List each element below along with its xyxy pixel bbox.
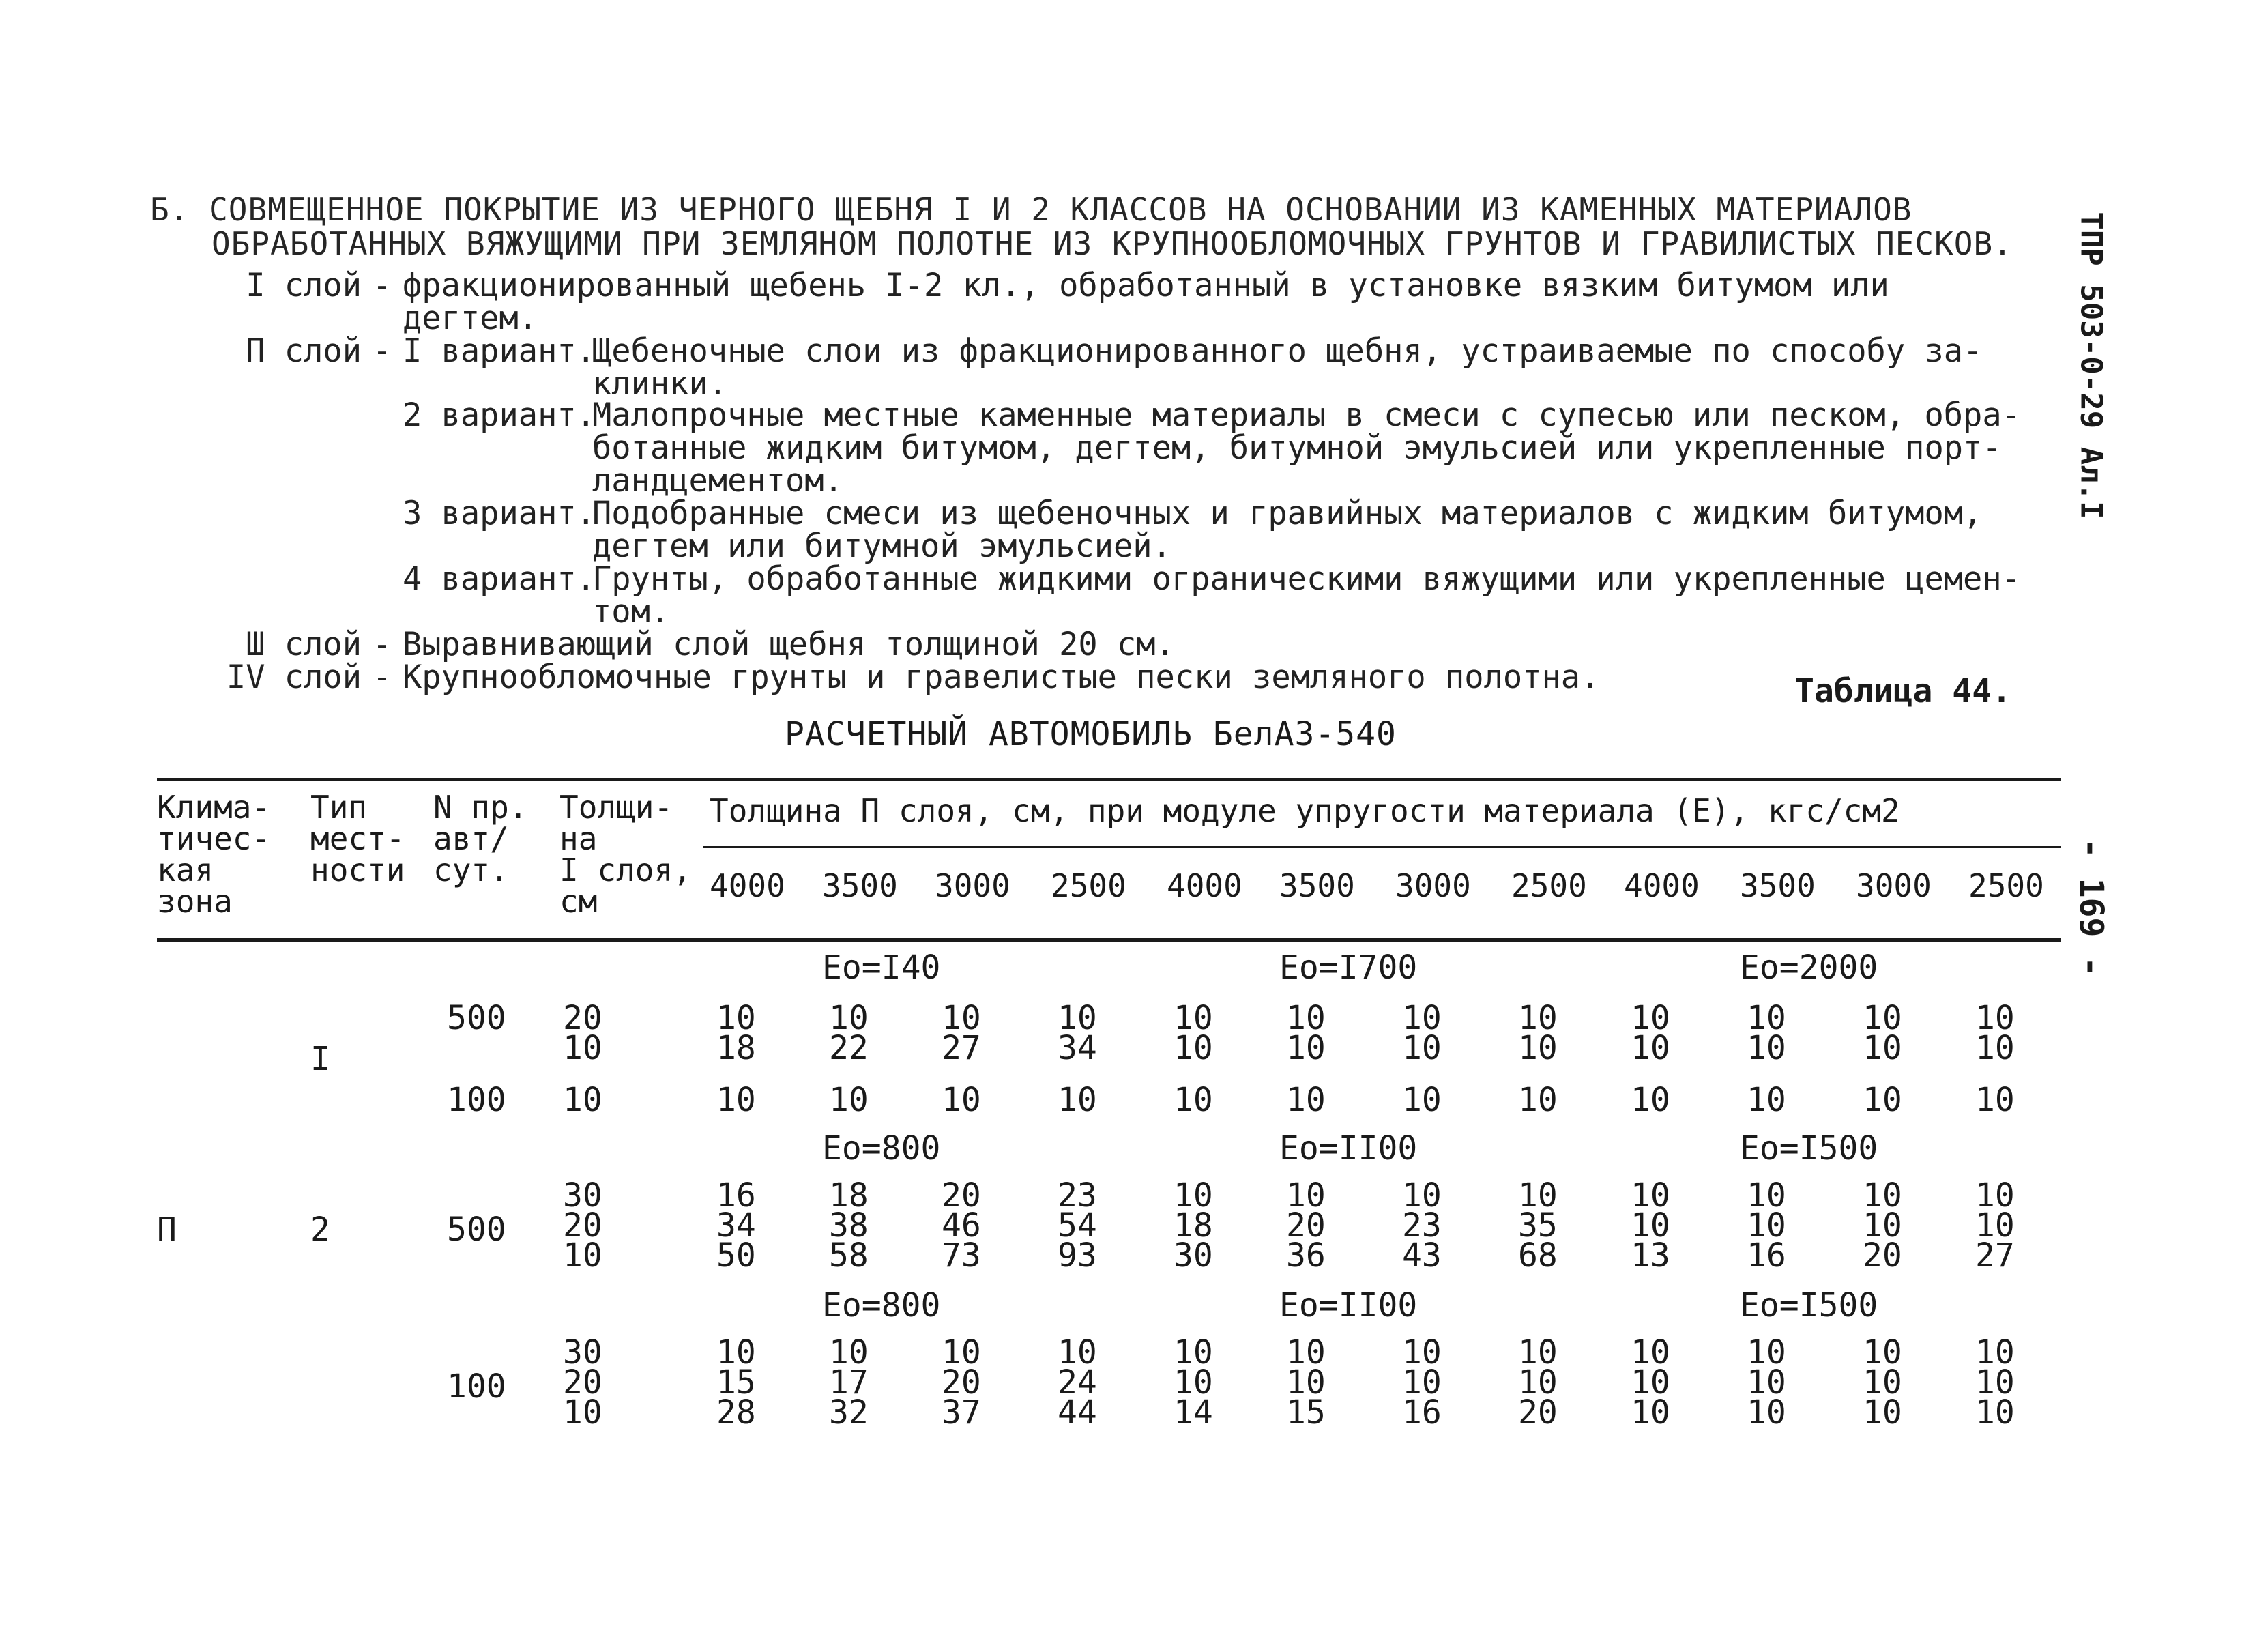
row-2-value-7: 10 (1402, 1081, 1442, 1119)
modulus-header-1: 4000 (710, 867, 785, 904)
row-4-value-2: 10 17 32 (829, 1333, 869, 1432)
row-2-traffic: 100 (447, 1081, 506, 1119)
row-3-value-7: 10 23 43 (1402, 1176, 1442, 1275)
row-3-value-1: 16 34 50 (716, 1176, 756, 1275)
modulus-header-10: 3500 (1740, 867, 1816, 904)
row-1-value-5: 10 10 (1174, 999, 1213, 1067)
row-4-value-7: 10 10 16 (1402, 1333, 1442, 1432)
row-4-traffic: 100 (447, 1367, 506, 1406)
group-3-eo-1: Eo=800 (822, 1286, 941, 1324)
modulus-header-11: 3000 (1856, 867, 1932, 904)
variant-1-tag: I вариант. (403, 332, 596, 370)
row-4-value-12: 10 10 10 (1975, 1333, 2015, 1432)
row-1-value-7: 10 10 (1402, 999, 1442, 1067)
climatic-zone: П (157, 1211, 177, 1249)
row-1-value-6: 10 10 (1286, 999, 1326, 1067)
row-4-value-6: 10 10 15 (1286, 1333, 1326, 1432)
layer-1-text: фракционированный щебень I-2 кл., обработанный в установке вязким битумом или дегтем. (403, 267, 1889, 337)
row-2-value-8: 10 (1518, 1081, 1558, 1119)
layer-3-label: Ш слой (246, 626, 362, 663)
header-terrain-type: Тип мест- ности (310, 789, 405, 888)
layers-description (191, 267, 2033, 696)
row-2-thickness: 10 (563, 1081, 602, 1119)
row-4-value-11: 10 10 10 (1863, 1333, 1902, 1432)
row-2-value-3: 10 (942, 1081, 981, 1119)
terrain-type-2: 2 (310, 1211, 330, 1249)
row-2-value-11: 10 (1863, 1081, 1902, 1119)
row-2-value-12: 10 (1975, 1081, 2015, 1119)
row-4-value-9: 10 10 10 (1631, 1333, 1670, 1432)
row-4-value-10: 10 10 10 (1747, 1333, 1786, 1432)
row-4-value-8: 10 10 20 (1518, 1333, 1558, 1432)
side-stamp-text: ТПР 503-0-29 Ал.I (2073, 212, 2109, 519)
page-number-text: - 169 - (2072, 838, 2111, 977)
row-3-value-4: 23 54 93 (1058, 1176, 1097, 1275)
group-2-eo-1: Eo=800 (822, 1129, 941, 1168)
row-1-value-11: 10 10 (1863, 999, 1902, 1067)
header-sub-rule (703, 846, 2061, 848)
row-4-thickness: 30 20 10 (563, 1333, 602, 1432)
row-2-value-1: 10 (716, 1081, 756, 1119)
layer-4-text: Крупнообломочные грунты и гравелистые пески земляного полотна. (403, 658, 1600, 696)
heading-line-1: Б. СОВМЕЩЕННОЕ ПОКРЫТИЕ ИЗ ЧЕРНОГО ЩЕБНЯ I И 2 КЛАССОВ НА ОСНОВАНИИ ИЗ КАМЕННЫХ МАТЕРИАЛОВ (150, 191, 1912, 228)
header-traffic: N пр. авт/ сут. (433, 789, 528, 888)
variant-2-row (191, 396, 2033, 499)
row-1-value-12: 10 10 (1975, 999, 2015, 1067)
variant-3-text: Подобранные смеси из щебеночных и гравийных материалов с жидким битумом, дегтем или битумной эмульсией. (592, 495, 1983, 565)
row-1-value-1: 10 18 (716, 999, 756, 1067)
layer-1 (191, 267, 2033, 337)
row-3-value-11: 10 10 20 (1863, 1176, 1902, 1275)
row-2-value-10: 10 (1747, 1081, 1786, 1119)
dash: - (372, 267, 392, 304)
variant-3-tag: 3 вариант. (403, 495, 596, 532)
dash: - (372, 626, 392, 663)
modulus-header-4: 2500 (1051, 867, 1126, 904)
row-3-traffic: 500 (447, 1211, 506, 1249)
layer-1-label: I слой (246, 267, 362, 304)
modulus-header-6: 3500 (1279, 867, 1355, 904)
variant-2-tag: 2 вариант. (403, 396, 596, 434)
row-4-value-1: 10 15 28 (716, 1333, 756, 1432)
row-2-value-4: 10 (1058, 1081, 1097, 1119)
row-1-traffic: 500 (447, 999, 506, 1037)
row-3-value-3: 20 46 73 (942, 1176, 981, 1275)
variant-1-text: Щебеночные слои из фракционированного щебня, устраиваемые по способу за- клинки. (592, 332, 1983, 403)
row-3-value-8: 10 35 68 (1518, 1176, 1558, 1275)
heading-line-2: ОБРАБОТАННЫХ ВЯЖУЩИМИ ПРИ ЗЕМЛЯНОМ ПОЛОТНЕ ИЗ КРУПНООБЛОМОЧНЫХ ГРУНТОВ И ГРАВИЛИСТЫХ ПЕСКОВ. (212, 225, 2013, 262)
group-1-eo-1: Eo=I40 (822, 948, 941, 987)
layer-2 (191, 332, 2033, 403)
variant-3-row (191, 497, 2033, 563)
dash: - (372, 658, 392, 696)
row-1-value-3: 10 27 (942, 999, 981, 1067)
table-top-rule (157, 778, 2061, 781)
row-1-value-9: 10 10 (1631, 999, 1670, 1067)
table-title: РАСЧЕТНЫЙ АВТОМОБИЛЬ БелАЗ-540 (785, 715, 1397, 753)
row-3-thickness: 30 20 10 (563, 1176, 602, 1275)
group-1-eo-3: Eo=2000 (1740, 948, 1878, 987)
layer-2-label: П слой (246, 332, 362, 370)
modulus-header-2: 3500 (822, 867, 898, 904)
table-caption: Таблица 44. (1794, 672, 2011, 710)
row-2-value-9: 10 (1631, 1081, 1670, 1119)
dash: - (372, 332, 392, 370)
header-bottom-rule (157, 938, 2061, 942)
row-4-value-3: 10 20 37 (942, 1333, 981, 1432)
header-layer2-span: Толщина П слоя, см, при модуле упругости материала (Е), кгс/см2 (710, 792, 1900, 829)
side-stamp (2067, 191, 2115, 546)
header-zone: Клима- тичес- кая зона (157, 789, 271, 920)
modulus-header-5: 4000 (1167, 867, 1242, 904)
variant-4-tag: 4 вариант. (403, 560, 596, 598)
row-4-value-4: 10 24 44 (1058, 1333, 1097, 1432)
row-3-value-12: 10 10 27 (1975, 1176, 2015, 1275)
variant-4-row (191, 560, 2033, 631)
layer-3-text: Выравнивающий слой щебня толщиной 20 см. (403, 626, 1175, 663)
modulus-header-7: 3000 (1395, 867, 1471, 904)
modulus-header-12: 2500 (1968, 867, 2044, 904)
row-1-value-8: 10 10 (1518, 999, 1558, 1067)
row-1-value-4: 10 34 (1058, 999, 1097, 1067)
terrain-type-1: I (310, 1040, 330, 1078)
row-1-value-10: 10 10 (1747, 999, 1786, 1067)
variant-2-text: Малопрочные местные каменные материалы в смеси с супесью или песком, обра- ботанные жидким битумом, дегтем, битумной эмульсией или укрепленные порт- ландцементом. (592, 396, 2021, 499)
group-2-eo-3: Eo=I500 (1740, 1129, 1878, 1168)
row-3-value-9: 10 10 13 (1631, 1176, 1670, 1275)
layer-4-label: IV слой (226, 658, 362, 696)
group-3-eo-3: Eo=I500 (1740, 1286, 1878, 1324)
group-1-eo-2: Eo=I700 (1279, 948, 1418, 987)
section-heading (150, 192, 2101, 261)
layer-4 (191, 658, 2033, 696)
row-3-value-5: 10 18 30 (1174, 1176, 1213, 1275)
row-3-value-2: 18 38 58 (829, 1176, 869, 1275)
header-layer1-thickness: Толщи- на I слоя, см (559, 789, 692, 920)
row-3-value-6: 10 20 36 (1286, 1176, 1326, 1275)
row-1-thickness: 20 10 (563, 999, 602, 1067)
group-3-eo-2: Eo=II00 (1279, 1286, 1418, 1324)
group-2-eo-2: Eo=II00 (1279, 1129, 1418, 1168)
variant-4-text: Грунты, обработанные жидкими ограническими вяжущими или укрепленные цемен- том. (592, 560, 2021, 631)
row-2-value-6: 10 (1286, 1081, 1326, 1119)
row-2-value-2: 10 (829, 1081, 869, 1119)
page-number (2067, 819, 2115, 996)
row-4-value-5: 10 10 14 (1174, 1333, 1213, 1432)
layer-3 (191, 628, 2033, 661)
modulus-header-3: 3000 (935, 867, 1010, 904)
row-2-value-5: 10 (1174, 1081, 1213, 1119)
modulus-header-9: 4000 (1624, 867, 1700, 904)
row-3-value-10: 10 10 16 (1747, 1176, 1786, 1275)
modulus-header-8: 2500 (1511, 867, 1587, 904)
row-1-value-2: 10 22 (829, 999, 869, 1067)
